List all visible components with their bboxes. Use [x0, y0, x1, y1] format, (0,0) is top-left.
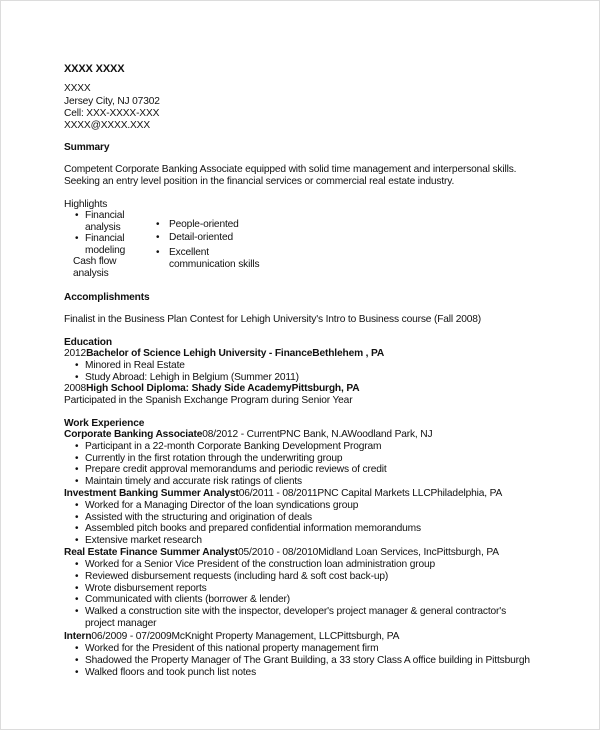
job-details: 06/2011 - 08/2011PNC Capital Markets LLCPhiladelphia, PA: [238, 488, 503, 499]
job-bullet: Assembled pitch books and prepared confidential information memorandums: [85, 523, 421, 534]
education-bullet: Minored in Real Estate: [85, 360, 185, 371]
highlight-item: Financial: [85, 210, 125, 221]
bullet-icon: [75, 571, 79, 583]
highlight-item: Detail-oriented: [169, 232, 234, 243]
cell-phone: Cell: XXX-XXXX-XXX: [64, 108, 160, 119]
bullet-icon: [75, 464, 79, 476]
bullet-icon: [75, 476, 79, 488]
education-title: Bachelor of Science Lehigh University - FinanceBethlehem , PA: [86, 348, 385, 359]
accomplishment-text: Finalist in the Business Plan Contest for Lehigh University's Intro to Business course (Fall 2008): [64, 314, 482, 325]
job-bullet: Communicated with clients (borrower & lender): [85, 594, 291, 605]
bullet-icon: [75, 233, 79, 245]
job-bullet: Worked for a Senior Vice President of the construction loan administration group: [85, 559, 436, 570]
highlight-item: analysis: [85, 222, 121, 233]
education-entry: [64, 348, 384, 360]
job-header: [64, 631, 399, 643]
job-title: Real Estate Finance Summer Analyst: [64, 547, 239, 558]
bullet-icon: [75, 535, 79, 547]
job-bullet: Walked a construction site with the inspector, developer's project manager & general contractor's: [85, 606, 507, 617]
education-year: 2012: [64, 348, 87, 359]
highlight-item: Cash flow: [73, 256, 117, 267]
education-heading: Education: [64, 337, 112, 348]
job-header: [64, 429, 432, 441]
bullet-icon: [75, 523, 79, 535]
job-bullet-continuation: project manager: [85, 618, 157, 629]
education-note: Participated in the Spanish Exchange Program during Senior Year: [64, 395, 353, 406]
education-title: High School Diploma: Shady Side AcademyPittsburgh, PA: [86, 383, 360, 394]
accomplishments-heading: Accomplishments: [64, 292, 150, 303]
job-bullet: Reviewed disbursement requests (including hard & soft cost back-up): [85, 571, 389, 582]
bullet-icon: [75, 594, 79, 606]
address-line-1: XXXX: [64, 83, 91, 94]
work-heading: Work Experience: [64, 418, 145, 429]
job-bullet: Extensive market research: [85, 535, 202, 546]
candidate-name: XXXX XXXX: [64, 63, 125, 75]
summary-heading: Summary: [64, 142, 110, 153]
education-year: 2008: [64, 383, 87, 394]
highlight-item: Excellent: [169, 247, 209, 258]
bullet-icon: [156, 247, 160, 259]
job-bullet: Participant in a 22-month Corporate Banking Development Program: [85, 441, 382, 452]
summary-line: Competent Corporate Banking Associate equipped with solid time management and interpersonal skills.: [64, 164, 517, 175]
bullet-icon: [75, 559, 79, 571]
bullet-icon: [75, 655, 79, 667]
education-entry: [64, 383, 359, 395]
highlight-item: modeling: [85, 245, 126, 256]
address-line-2: Jersey City, NJ 07302: [64, 96, 160, 107]
highlight-item: People-oriented: [169, 219, 239, 230]
bullet-icon: [75, 500, 79, 512]
bullet-icon: [75, 667, 79, 679]
job-bullet: Prepare credit approval memorandums and periodic reviews of credit: [85, 464, 387, 475]
bullet-icon: [156, 232, 160, 244]
summary-line: Seeking an entry level position in the financial services or commercial real estate industry.: [64, 176, 455, 187]
job-details: 06/2009 - 07/2009McKnight Property Management, LLCPittsburgh, PA: [91, 631, 400, 642]
bullet-icon: [156, 219, 160, 231]
job-bullet: Walked floors and took punch list notes: [85, 667, 257, 678]
job-details: 05/2010 - 08/2010Midland Loan Services, IncPittsburgh, PA: [238, 547, 499, 558]
job-bullet: Worked for a Managing Director of the loan syndications group: [85, 500, 359, 511]
highlight-item: communication skills: [169, 259, 260, 270]
education-bullet: Study Abroad: Lehigh in Belgium (Summer 2011): [85, 372, 299, 383]
job-details: 08/2012 - CurrentPNC Bank, N.AWoodland Park, NJ: [202, 429, 433, 440]
job-title: Investment Banking Summer Analyst: [64, 488, 239, 499]
job-bullet: Wrote disbursement reports: [85, 583, 207, 594]
bullet-icon: [75, 606, 79, 618]
job-bullet: Worked for the President of this national property management firm: [85, 643, 379, 654]
job-title: Corporate Banking Associate: [64, 429, 203, 440]
highlights-label: Highlights: [64, 199, 108, 210]
bullet-icon: [75, 441, 79, 453]
highlight-item: analysis: [73, 268, 109, 279]
job-bullet: Maintain timely and accurate risk ratings of clients: [85, 476, 302, 487]
job-bullet: Shadowed the Property Manager of The Grant Building, a 33 story Class A office building in Pittsburgh: [85, 655, 530, 666]
bullet-icon: [75, 360, 79, 372]
job-header: [64, 547, 499, 559]
job-bullet: Currently in the first rotation through the underwriting group: [85, 453, 343, 464]
bullet-icon: [75, 643, 79, 655]
job-header: [64, 488, 502, 500]
email: XXXX@XXXX.XXX: [64, 120, 150, 131]
job-title: Intern: [64, 631, 92, 642]
highlight-item: Financial: [85, 233, 125, 244]
job-bullet: Assisted with the structuring and origination of deals: [85, 512, 312, 523]
bullet-icon: [75, 210, 79, 222]
